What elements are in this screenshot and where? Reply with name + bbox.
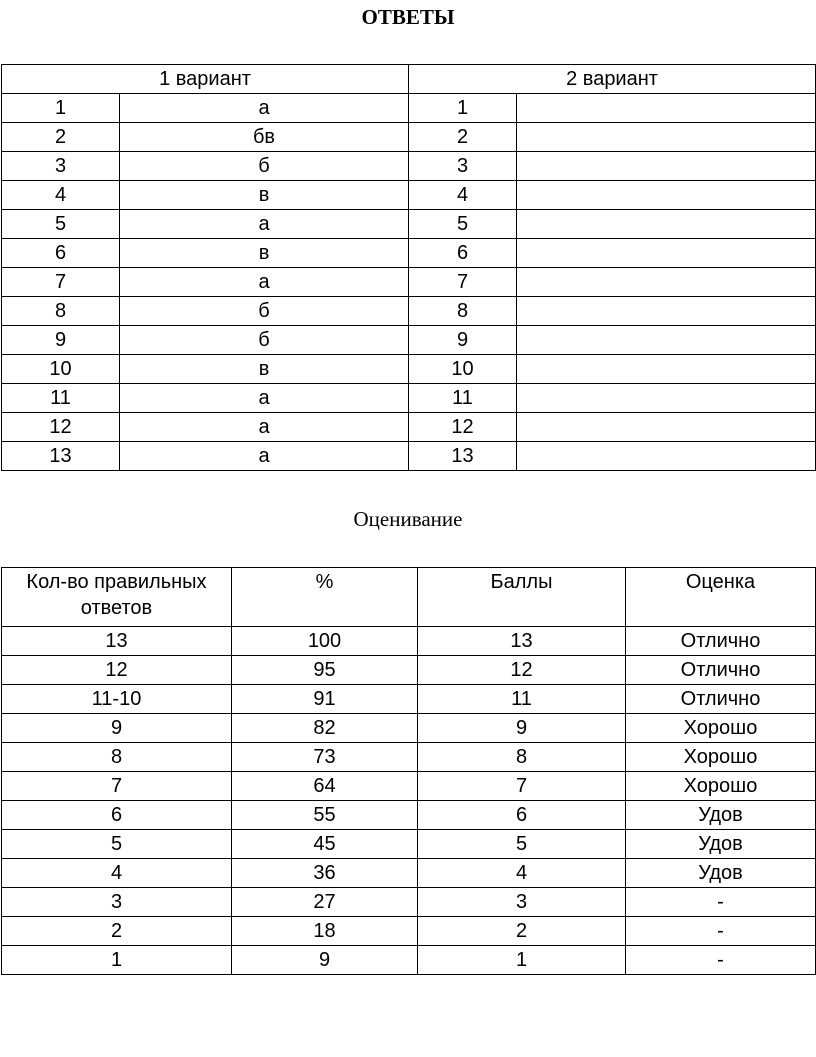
variant-2-answer <box>517 355 816 384</box>
grade-cell: - <box>626 946 816 975</box>
answers-row <box>2 355 816 384</box>
variant-2-answer <box>517 181 816 210</box>
variant-2-question-number: 4 <box>409 181 517 210</box>
grading-row <box>2 743 816 772</box>
variant-1-answer: б <box>120 152 409 181</box>
grade-cell: Удов <box>626 859 816 888</box>
percent-cell: 100 <box>232 627 418 656</box>
grading-row <box>2 656 816 685</box>
variant-2-answer <box>517 123 816 152</box>
variant-2-answer <box>517 210 816 239</box>
percent-cell: 18 <box>232 917 418 946</box>
variant-1-question-number: 4 <box>2 181 120 210</box>
variant-1-question-number: 10 <box>2 355 120 384</box>
variant-1-question-number: 2 <box>2 123 120 152</box>
grading-row <box>2 917 816 946</box>
grading-header-row <box>2 568 816 627</box>
variant-1-answer: в <box>120 355 409 384</box>
correct-count-cell: 1 <box>2 946 232 975</box>
points-cell: 4 <box>418 859 626 888</box>
grade-cell: Удов <box>626 801 816 830</box>
variant-1-question-number: 7 <box>2 268 120 297</box>
grade-cell: Отлично <box>626 627 816 656</box>
grade-cell: Удов <box>626 830 816 859</box>
points-cell: 3 <box>418 888 626 917</box>
answers-row <box>2 413 816 442</box>
grade-cell: Хорошо <box>626 714 816 743</box>
percent-cell: 82 <box>232 714 418 743</box>
percent-cell: 73 <box>232 743 418 772</box>
correct-count-cell: 9 <box>2 714 232 743</box>
percent-cell: 64 <box>232 772 418 801</box>
percent-cell: 27 <box>232 888 418 917</box>
variant-2-question-number: 13 <box>409 442 517 471</box>
variant-2-question-number: 2 <box>409 123 517 152</box>
variant-1-answer: а <box>120 413 409 442</box>
variant-1-answer: в <box>120 239 409 268</box>
answers-header-row <box>2 65 816 94</box>
variant-2-answer <box>517 94 816 123</box>
variant-2-answer <box>517 268 816 297</box>
correct-count-cell: 13 <box>2 627 232 656</box>
percent-cell: 91 <box>232 685 418 714</box>
variant-1-question-number: 12 <box>2 413 120 442</box>
answers-row <box>2 384 816 413</box>
variant-2-question-number: 7 <box>409 268 517 297</box>
grade-cell: - <box>626 917 816 946</box>
variant-1-answer: бв <box>120 123 409 152</box>
grading-row <box>2 888 816 917</box>
grade-cell: - <box>626 888 816 917</box>
variant-2-answer <box>517 239 816 268</box>
variant-2-question-number: 10 <box>409 355 517 384</box>
variant-1-question-number: 8 <box>2 297 120 326</box>
variant-2-question-number: 6 <box>409 239 517 268</box>
grading-row <box>2 685 816 714</box>
variant-1-answer: а <box>120 210 409 239</box>
points-cell: 13 <box>418 627 626 656</box>
points-header: Баллы <box>418 568 626 627</box>
correct-count-cell: 4 <box>2 859 232 888</box>
variant-1-header: 1 вариант <box>2 65 409 94</box>
correct-count-cell: 7 <box>2 772 232 801</box>
percent-cell: 55 <box>232 801 418 830</box>
variant-2-answer <box>517 297 816 326</box>
variant-1-question-number: 1 <box>2 94 120 123</box>
correct-count-header: Кол-во правильных ответов <box>2 568 232 627</box>
points-cell: 6 <box>418 801 626 830</box>
variant-2-question-number: 3 <box>409 152 517 181</box>
variant-2-question-number: 5 <box>409 210 517 239</box>
variant-1-question-number: 5 <box>2 210 120 239</box>
variant-2-header: 2 вариант <box>409 65 816 94</box>
grading-row <box>2 859 816 888</box>
points-cell: 1 <box>418 946 626 975</box>
correct-count-cell: 12 <box>2 656 232 685</box>
correct-count-cell: 2 <box>2 917 232 946</box>
variant-1-answer: а <box>120 384 409 413</box>
grading-title: Оценивание <box>353 507 463 531</box>
correct-count-cell: 11-10 <box>2 685 232 714</box>
variant-2-question-number: 11 <box>409 384 517 413</box>
percent-header: % <box>232 568 418 627</box>
variant-1-question-number: 13 <box>2 442 120 471</box>
points-cell: 12 <box>418 656 626 685</box>
variant-2-answer <box>517 442 816 471</box>
grading-row <box>2 830 816 859</box>
points-cell: 11 <box>418 685 626 714</box>
variant-2-answer <box>517 413 816 442</box>
variant-1-question-number: 11 <box>2 384 120 413</box>
grading-row <box>2 946 816 975</box>
answers-row <box>2 210 816 239</box>
variant-1-answer: а <box>120 94 409 123</box>
variant-2-question-number: 9 <box>409 326 517 355</box>
grade-cell: Отлично <box>626 656 816 685</box>
variant-2-answer <box>517 384 816 413</box>
variant-1-question-number: 9 <box>2 326 120 355</box>
answers-row <box>2 152 816 181</box>
grade-cell: Отлично <box>626 685 816 714</box>
answers-row <box>2 94 816 123</box>
answers-row <box>2 326 816 355</box>
variant-1-question-number: 3 <box>2 152 120 181</box>
percent-cell: 95 <box>232 656 418 685</box>
correct-count-cell: 5 <box>2 830 232 859</box>
percent-cell: 45 <box>232 830 418 859</box>
points-cell: 7 <box>418 772 626 801</box>
correct-count-cell: 3 <box>2 888 232 917</box>
variant-1-question-number: 6 <box>2 239 120 268</box>
variant-1-answer: а <box>120 268 409 297</box>
answers-row <box>2 297 816 326</box>
grading-row <box>2 714 816 743</box>
grade-cell: Хорошо <box>626 743 816 772</box>
page-title: ОТВЕТЫ <box>361 5 455 29</box>
grading-table <box>1 567 816 975</box>
grade-header: Оценка <box>626 568 816 627</box>
variant-1-answer: б <box>120 297 409 326</box>
variant-1-answer: в <box>120 181 409 210</box>
points-cell: 8 <box>418 743 626 772</box>
answers-row <box>2 268 816 297</box>
variant-2-question-number: 8 <box>409 297 517 326</box>
variant-2-question-number: 1 <box>409 94 517 123</box>
correct-count-cell: 6 <box>2 801 232 830</box>
correct-count-cell: 8 <box>2 743 232 772</box>
answers-table <box>1 64 816 471</box>
variant-2-answer <box>517 326 816 355</box>
points-cell: 5 <box>418 830 626 859</box>
grading-row <box>2 772 816 801</box>
variant-2-question-number: 12 <box>409 413 517 442</box>
percent-cell: 36 <box>232 859 418 888</box>
points-cell: 2 <box>418 917 626 946</box>
answers-row <box>2 123 816 152</box>
grade-cell: Хорошо <box>626 772 816 801</box>
variant-1-answer: а <box>120 442 409 471</box>
grading-row <box>2 627 816 656</box>
points-cell: 9 <box>418 714 626 743</box>
variant-2-answer <box>517 152 816 181</box>
percent-cell: 9 <box>232 946 418 975</box>
grading-row <box>2 801 816 830</box>
variant-1-answer: б <box>120 326 409 355</box>
answers-row <box>2 239 816 268</box>
answers-row <box>2 442 816 471</box>
answers-row <box>2 181 816 210</box>
